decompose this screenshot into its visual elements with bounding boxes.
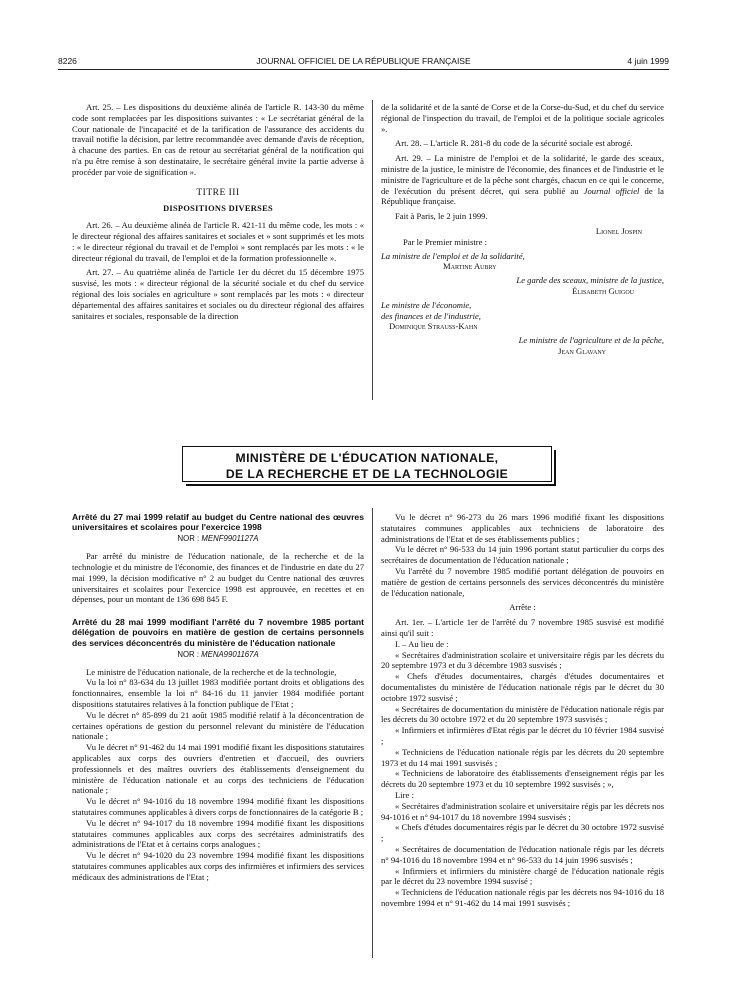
vu-arrete-1985: Vu l'arrêté du 7 novembre 1985 modifié portant délégation de pouvoirs en matière de gestion de certains personnels des services déconcentrés du ministère de l'éducation nationale,	[381, 565, 664, 598]
vu-decret-96-533: Vu le décret n° 96-533 du 14 juin 1996 portant statut particulier du corps des secrétaires de documentation de l'éducation nationale ;	[381, 544, 664, 566]
arrete-2-p7: Vu le décret n° 94-1020 du 23 novembre 1994 modifié fixant les dispositions statutaires communes applicables aux corps des infirmières et infirmiers des services médicaux des administrations de l'Etat ;	[72, 850, 364, 882]
column-divider-top	[372, 100, 373, 400]
section-heading: DISPOSITIONS DIVERSES	[163, 204, 273, 214]
minister-2-name: Élisabeth Guigou	[572, 285, 634, 296]
minister-4-title: Le ministre de l'agriculture et de la pêche,	[518, 335, 664, 346]
item-7: « Secrétaires d'administration scolaire et universitaire régis par les décrets nos 94-1016 et n° 94-1017 du 18 novembre 1994 susvisés ;	[381, 800, 664, 822]
lire-label: Lire :	[395, 789, 414, 800]
top-left-column	[72, 102, 364, 321]
article-28: Art. 28. – L'article R. 281-8 du code de la sécurité sociale est abrogé.	[395, 138, 633, 149]
bottom-right-column	[381, 512, 664, 909]
arrete-2-p5: Vu le décret n° 94-1016 du 18 novembre 1994 modifié fixant les dispositions statutaires communes applicables à divers corps de fonctionnaires de la catégorie B ;	[72, 796, 364, 817]
item-9: « Secrétaires de documentation de l'éducation nationale régis par les décrets n° 94-1016 du 18 novembre 1994 et n° 96-533 du 14 juin 1996 susvisés ;	[381, 843, 664, 865]
nor-code: MENF9901127A	[201, 534, 259, 544]
arrete-2-p1: Le ministre de l'éducation nationale, de la recherche et de la technologie,	[86, 666, 337, 677]
article-27-continued: de la solidarité et de la santé de Corse et de la Corse-du-Sud, et du chef du service régional de l'inspection du travail, de l'emploi et de la politique sociale agricoles ».	[381, 102, 664, 134]
minister-4-name: Jean Glavany	[558, 345, 606, 356]
nor-label: NOR :	[177, 649, 202, 659]
journal-officiel-ref: Journal officiel	[583, 185, 640, 196]
article-29-end: de la République française.	[381, 185, 664, 207]
vu-decret-96-273: Vu le décret n° 96-273 du 26 mars 1996 modifié fixant les dispositions statutaires communes applicables aux techniciens de laboratoire des administrations de l'Etat et de ses établissements publics ;	[381, 512, 664, 544]
item-6: « Techniciens de laboratoire des établissements d'enseignement régis par les décrets du 20 septembre 1973 et du 10 septembre 1992 susvisés ; »,	[381, 768, 664, 790]
article-29	[381, 153, 664, 207]
article-26: Art. 26. – Au deuxième alinéa de l'article R. 421-11 du même code, les mots : « le directeur régional des affaires sanitaires et sociales et » sont supprimés et les mots : « le directeur régional du travail et de l'emploi » sont remplacés par les mots : « le directeur régional du travail, de l'emploi et de la formation professionnelle ».	[72, 220, 364, 263]
arrete-2-p3: Vu le décret n° 85-899 du 21 août 1985 modifié relatif à la déconcentration de certaines opérations de gestion du personnel relevant du ministère de l'éducation nationale ;	[72, 709, 364, 742]
arrete-2-p6: Vu le décret n° 94-1017 du 18 novembre 1994 modifié fixant les dispositions statutaires communes applicables aux corps des secrétaires administratifs des administrations de l'Etat et à certains corps analogues ;	[72, 817, 364, 850]
par-le-premier-ministre: Par le Premier ministre :	[403, 236, 488, 247]
ministry-banner-line1: MINISTÈRE DE L'ÉDUCATION NATIONALE,	[235, 451, 499, 465]
fait-a-paris: Fait à Paris, le 2 juin 1999.	[395, 211, 488, 222]
signature-premier-ministre: Lionel Jospin	[595, 225, 642, 236]
issue-date: 4 juin 1999	[627, 56, 669, 66]
minister-1-title: La ministre de l'emploi et de la solidarité,	[381, 250, 525, 261]
minister-3-title-line2: des finances et de l'industrie,	[381, 310, 481, 321]
nor-label: NOR :	[177, 534, 202, 544]
item-1: « Secrétaires d'administration scolaire et universitaire régis par les décrets du 20 septembre 1973 et du 3 décembre 1983 susvisés ;	[381, 649, 664, 671]
journal-title: JOURNAL OFFICIEL DE LA RÉPUBLIQUE FRANÇAISE	[256, 56, 471, 66]
item-8: « Chefs d'études documentaires régis par le décret du 30 octobre 1972 susvisé ;	[381, 822, 664, 844]
titre-heading: TITRE III	[196, 187, 240, 198]
page-header	[58, 56, 669, 70]
arrete-2-nor	[72, 650, 364, 661]
item-3: « Secrétaires de documentation du ministère de l'éducation nationale régis par les décrets du 30 octobre 1972 et du 20 septembre 1973 susvisés ;	[381, 703, 664, 725]
article-29-text: Art. 29. – La ministre de l'emploi et de la solidarité, le garde des sceaux, ministre de la justice, le ministre de l'économie, des finances et de l'industrie et le ministre de l'agriculture et de la pêche sont chargés, chacun en ce qui le concerne, de l'exécution du présent décret, qui sera publié au	[381, 153, 664, 196]
arrete-label: Arrête :	[509, 602, 536, 613]
ministry-banner	[182, 446, 552, 482]
item-4: « Infirmiers et infirmières d'Etat régis par le décret du 10 février 1984 susvisé ;	[381, 725, 664, 746]
nor-code: MENA9901167A	[201, 649, 259, 659]
minister-3-title-line1: Le ministre de l'économie,	[381, 299, 472, 310]
column-divider-bottom	[372, 508, 373, 958]
arrete-1-body: Par arrêté du ministre de l'éducation nationale, de la recherche et de la technologie et du ministre de l'économie, des finances et de l'industrie en date du 27 mai 1999, la décision modificative n° 2 au budget du Centre national des œuvres universitaires et scolaires pour l'exercice 1998 est approuvée, en recettes et en dépenses, pour un montant de 136 698 845 F.	[72, 551, 364, 605]
ministry-banner-line2: DE LA RECHERCHE ET DE LA TECHNOLOGIE	[225, 467, 509, 481]
page-number: 8226	[58, 56, 77, 66]
item-2: « Chefs d'études documentaires, chargés d'études documentaires et documentalistes du ministère de l'éducation nationale régis par le décret du 30 octobre 1972 susvisé ;	[381, 671, 664, 703]
article-27: Art. 27. – Au quatrième alinéa de l'article 1er du décret du 15 décembre 1975 susvisé, les mots : « directeur régional de la sécurité sociale et du chef du service régional des lois sociales en agriculture » sont remplacés par les mots : « directeur départemental des affaires sanitaires et sociales ou du directeur régional des affaires sanitaires et sociales, responsable de la direction	[72, 267, 364, 321]
article-25: Art. 25. – Les dispositions du deuxième alinéa de l'article R. 143-30 du même code sont remplacées par les dispositions suivantes : « Le secrétariat général de la Cour nationale de l'incapacité et de la tarification de l'assurance des accidents du travail notifie la décision, par lettre recommandée avec demande d'avis de réception, à chacune des parties. En cas de retour au secrétariat général de la notification qui n'a pu être remise à son destinataire, le secrétaire général invite la partie adverse à procéder par voie de signification ».	[72, 102, 364, 177]
au-lieu-de: I. – Au lieu de :	[395, 638, 449, 649]
arrete-2-p2: Vu la loi n° 83-634 du 13 juillet 1983 modifiée portant droits et obligations des fonctionnaires, ensemble la loi n° 84-16 du 11 janvier 1984 modifiée portant dispositions statutaires relatives à la fonction publique de l'Etat ;	[72, 677, 364, 709]
item-5: « Techniciens de l'éducation nationale régis par les décrets du 20 septembre 1973 et du 14 mai 1991 susvisés ;	[381, 746, 664, 768]
arrete-1-nor	[72, 534, 364, 545]
arrete-1-title: Arrêté du 27 mai 1999 relatif au budget du Centre national des œuvres universitaires et scolaires pour l'exercice 1998	[72, 512, 364, 533]
arrete-2-p4: Vu le décret n° 91-462 du 14 mai 1991 modifié fixant les dispositions statutaires applicables aux corps des ouvriers d'entretien et d'accueil, des ouvriers professionnels et des maîtres ouvriers des établissements d'enseignement du ministère de l'éducation nationale et au corps des techniciens de l'éducation nationale ;	[72, 742, 364, 796]
minister-2-title: Le garde des sceaux, ministre de la justice,	[516, 275, 664, 286]
top-right-column	[381, 102, 664, 357]
minister-3-name: Dominique Strauss-Kahn	[389, 321, 478, 332]
item-11: « Techniciens de l'éducation nationale régis par les décrets nos 94-1016 du 18 novembre 1994 et n° 91-462 du 14 mai 1991 susvisés ;	[381, 887, 664, 908]
article-1: Art. 1er. – L'article 1er de l'arrêté du 7 novembre 1985 susvisé est modifié ainsi qu'il suit :	[381, 617, 664, 638]
item-10: « Infirmiers et infirmiers du ministère chargé de l'éducation nationale régis par le décret du 23 novembre 1994 susvisé ;	[381, 865, 664, 887]
header-rule	[58, 69, 669, 70]
bottom-left-column	[72, 512, 364, 883]
arrete-2-title: Arrêté du 28 mai 1999 modifiant l'arrêté du 7 novembre 1985 portant délégation de pouvoirs en matière de gestion de certains personnels des services déconcentrés du ministère de l'éducation nationale	[72, 617, 364, 648]
minister-1-name: Martine Aubry	[443, 261, 497, 272]
